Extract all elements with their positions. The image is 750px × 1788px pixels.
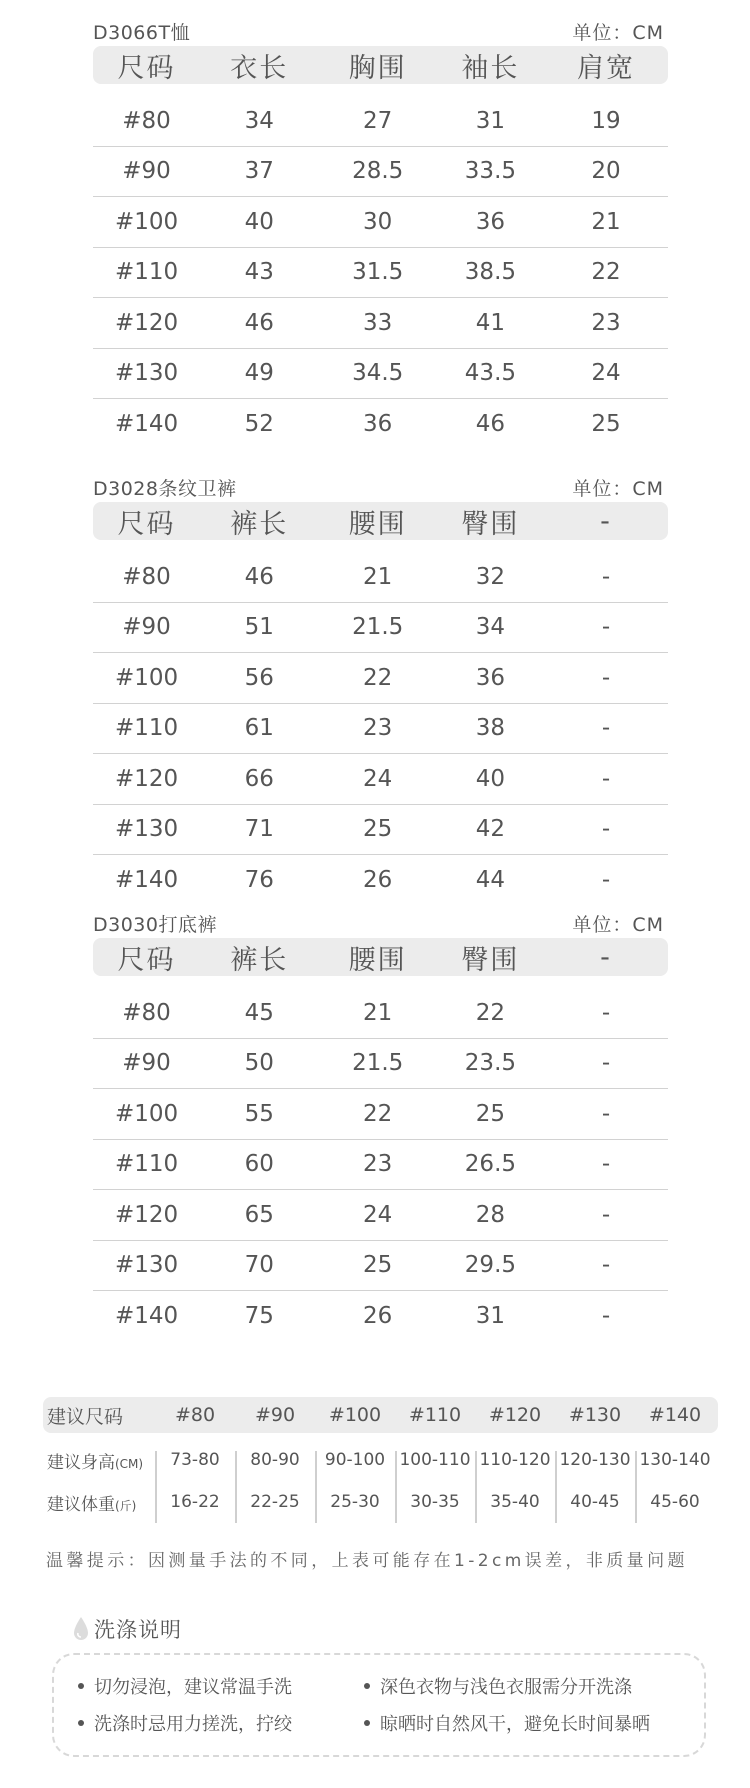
column-header: 腰围	[348, 944, 407, 976]
table-body	[93, 988, 668, 1342]
table-cell: -	[601, 614, 611, 641]
table-cell: -	[601, 1252, 611, 1279]
table-cell: #130	[114, 816, 179, 843]
table-cell: 19	[591, 107, 621, 134]
table-row	[93, 147, 668, 198]
column-headers	[93, 502, 668, 540]
table-cell: #130	[114, 360, 179, 387]
table-cell: 34	[244, 107, 274, 134]
table-cell: 25	[363, 816, 393, 843]
table-cell: 36	[475, 664, 506, 691]
table-cell: 37	[244, 158, 274, 185]
table-title: D3030打底裤	[93, 914, 217, 936]
table-cell: 46	[244, 309, 274, 336]
table-cell: #120	[114, 1201, 179, 1228]
wash-item-text: 切勿浸泡，建议常温手洗	[94, 1677, 292, 1698]
table-cell: 36	[475, 208, 506, 235]
table-row	[93, 603, 668, 654]
column-header: 尺码	[117, 944, 176, 976]
table-cell: 22	[363, 1100, 393, 1127]
measurement-tip: 温馨提示：因测量手法的不同，上表可能存在1-2cm误差，非质量问题	[46, 1551, 688, 1571]
table-cell: #100	[114, 664, 179, 691]
table-cell: 76	[244, 867, 274, 894]
table-cell: 42	[475, 816, 506, 843]
table-row	[93, 653, 668, 704]
table-body	[93, 96, 668, 450]
table-cell: 70	[244, 1252, 274, 1279]
table-row	[93, 552, 668, 603]
table-title: D3028条纹卫裤	[93, 478, 237, 500]
suggest-size: #80	[174, 1404, 216, 1426]
table-cell: 22	[591, 259, 621, 286]
table-row	[93, 988, 668, 1039]
table-cell: 34	[475, 614, 506, 641]
weight-cell: 30-35	[410, 1492, 460, 1512]
height-cell: 120-130	[559, 1450, 631, 1470]
table-header-bar	[93, 16, 668, 46]
table-row	[93, 1291, 668, 1342]
table-row	[93, 1140, 668, 1191]
column-divider	[635, 1451, 637, 1523]
height-cell: 130-140	[639, 1450, 711, 1470]
table-cell: #100	[114, 1100, 179, 1127]
column-header: -	[600, 505, 612, 537]
wash-item	[78, 1673, 292, 1699]
table-cell: -	[601, 1050, 611, 1077]
weight-cell: 22-25	[250, 1492, 300, 1512]
table-cell: 20	[591, 158, 621, 185]
table-cell: 52	[244, 411, 274, 438]
table-cell: 21	[363, 999, 393, 1026]
table-cell: 25	[363, 1252, 393, 1279]
table-cell: 44	[475, 867, 506, 894]
column-headers	[93, 938, 668, 976]
table-row	[93, 1241, 668, 1292]
table-cell: #90	[122, 614, 171, 641]
suggest-header	[43, 1397, 718, 1433]
table-row	[93, 704, 668, 755]
table-cell: -	[601, 715, 611, 742]
column-divider	[475, 1451, 477, 1523]
table-cell: #140	[114, 1303, 179, 1330]
column-header: 肩宽	[576, 52, 635, 84]
table-row	[93, 197, 668, 248]
column-header: 胸围	[348, 52, 407, 84]
table-cell: 31	[475, 107, 506, 134]
wash-item	[78, 1710, 292, 1736]
suggest-size: #140	[648, 1404, 702, 1426]
table-title: D3066T恤	[93, 22, 191, 44]
table-cell: -	[601, 1151, 611, 1178]
table-cell: 21	[363, 563, 393, 590]
weight-cell: 40-45	[570, 1492, 620, 1512]
table-cell: 71	[244, 816, 274, 843]
table-cell: 38	[475, 715, 506, 742]
table-row	[93, 96, 668, 147]
column-header: 尺码	[117, 508, 176, 540]
table-cell: #80	[122, 107, 171, 134]
column-header: 裤长	[230, 508, 289, 540]
table-cell: -	[601, 664, 611, 691]
table-cell: -	[601, 1303, 611, 1330]
suggest-size: #130	[568, 1404, 622, 1426]
height-cell: 90-100	[324, 1450, 386, 1470]
table-cell: #110	[114, 715, 179, 742]
table-cell: 50	[244, 1050, 274, 1077]
wash-title-text: 洗涤说明	[94, 1618, 182, 1642]
table-cell: #90	[122, 1050, 171, 1077]
table-cell: 27	[363, 107, 393, 134]
column-divider	[155, 1451, 157, 1523]
bullet-icon	[78, 1720, 84, 1726]
table-cell: 40	[244, 208, 274, 235]
table-row	[93, 805, 668, 856]
column-header: 臀围	[461, 944, 520, 976]
table-cell: -	[601, 999, 611, 1026]
column-header: 裤长	[230, 944, 289, 976]
table-cell: -	[601, 1100, 611, 1127]
column-divider	[395, 1451, 397, 1523]
table-cell: 55	[244, 1100, 274, 1127]
unit-label: 单位：CM	[572, 22, 664, 44]
size-table-leggings	[93, 908, 668, 1342]
table-header-bar	[93, 908, 668, 938]
table-cell: 49	[244, 360, 274, 387]
table-cell: #140	[114, 867, 179, 894]
table-cell: 24	[591, 360, 621, 387]
column-header: 臀围	[461, 508, 520, 540]
table-cell: #140	[114, 411, 179, 438]
table-cell: #80	[122, 999, 171, 1026]
table-cell: 26.5	[464, 1151, 517, 1178]
table-header-bar	[93, 472, 668, 502]
height-cell: 80-90	[250, 1450, 300, 1470]
table-cell: 28	[475, 1201, 506, 1228]
weight-cell: 45-60	[650, 1492, 700, 1512]
table-cell: 22	[475, 999, 506, 1026]
height-cell: 100-110	[399, 1450, 471, 1470]
table-cell: 41	[475, 309, 506, 336]
table-cell: 45	[244, 999, 274, 1026]
suggest-body	[43, 1439, 718, 1523]
table-cell: -	[601, 1201, 611, 1228]
suggested-size-table	[43, 1397, 718, 1523]
table-cell: 23.5	[464, 1050, 517, 1077]
height-cell: 110-120	[479, 1450, 551, 1470]
table-cell: #130	[114, 1252, 179, 1279]
table-row	[93, 349, 668, 400]
bullet-icon	[364, 1720, 370, 1726]
unit-label: 单位：CM	[572, 478, 664, 500]
size-table-striped-pants	[93, 472, 668, 906]
table-row	[93, 248, 668, 299]
table-cell: 21.5	[352, 614, 404, 641]
table-cell: 40	[475, 765, 506, 792]
table-cell: 26	[363, 867, 393, 894]
table-cell: 56	[244, 664, 274, 691]
weight-unit: (斤)	[115, 1498, 137, 1513]
suggest-size: #90	[254, 1404, 296, 1426]
table-cell: #120	[114, 765, 179, 792]
suggest-size: #100	[328, 1404, 382, 1426]
table-cell: #80	[122, 563, 171, 590]
column-divider	[555, 1451, 557, 1523]
unit-label: 单位：CM	[572, 914, 664, 936]
column-divider	[315, 1451, 317, 1523]
table-cell: #110	[114, 259, 179, 286]
table-row	[93, 1039, 668, 1090]
suggest-height-row	[43, 1439, 718, 1481]
table-cell: 46	[244, 563, 274, 590]
suggest-size: #110	[408, 1404, 462, 1426]
wash-item-text: 洗涤时忌用力搓洗，拧绞	[94, 1714, 292, 1735]
suggest-size: #120	[488, 1404, 542, 1426]
table-row	[93, 754, 668, 805]
table-cell: #100	[114, 208, 179, 235]
weight-cell: 16-22	[170, 1492, 220, 1512]
weight-cell: 25-30	[330, 1492, 380, 1512]
table-row	[93, 298, 668, 349]
table-cell: 22	[363, 664, 393, 691]
column-headers	[93, 46, 668, 84]
column-header: 腰围	[348, 508, 407, 540]
column-header: -	[600, 941, 612, 973]
suggest-weight-row	[43, 1481, 718, 1523]
table-cell: 26	[363, 1303, 393, 1330]
table-cell: 33.5	[464, 158, 517, 185]
table-cell: 31.5	[352, 259, 404, 286]
table-cell: -	[601, 867, 611, 894]
table-cell: 24	[363, 1201, 393, 1228]
table-cell: 29.5	[464, 1252, 517, 1279]
water-drop-icon	[72, 1616, 90, 1642]
table-cell: 23	[363, 1151, 393, 1178]
bullet-icon	[364, 1683, 370, 1689]
table-cell: 60	[244, 1151, 274, 1178]
table-cell: 28.5	[352, 158, 404, 185]
weight-cell: 35-40	[490, 1492, 540, 1512]
table-cell: -	[601, 563, 611, 590]
table-cell: #120	[114, 309, 179, 336]
table-cell: 21.5	[352, 1050, 404, 1077]
table-cell: 31	[475, 1303, 506, 1330]
table-cell: 38.5	[464, 259, 517, 286]
wash-item	[364, 1673, 632, 1699]
table-cell: 33	[363, 309, 393, 336]
weight-label-text: 建议体重	[47, 1494, 115, 1515]
table-cell: -	[601, 816, 611, 843]
wash-section-title	[72, 1614, 182, 1644]
table-cell: 23	[591, 309, 621, 336]
table-cell: 21	[591, 208, 621, 235]
table-cell: 23	[363, 715, 393, 742]
table-row	[93, 1190, 668, 1241]
table-cell: 30	[363, 208, 393, 235]
height-cell: 73-80	[170, 1450, 220, 1470]
column-divider	[235, 1451, 237, 1523]
height-label-text: 建议身高	[47, 1452, 115, 1473]
suggest-header-label: 建议尺码	[47, 1405, 124, 1428]
table-row	[93, 399, 668, 450]
table-cell: 75	[244, 1303, 274, 1330]
table-cell: 43.5	[464, 360, 517, 387]
table-cell: 32	[475, 563, 506, 590]
bullet-icon	[78, 1683, 84, 1689]
table-cell: 61	[244, 715, 274, 742]
height-label	[43, 1448, 155, 1473]
column-header: 袖长	[461, 52, 520, 84]
table-cell: 65	[244, 1201, 274, 1228]
table-body	[93, 552, 668, 906]
table-cell: 51	[244, 614, 274, 641]
table-cell: #90	[122, 158, 171, 185]
column-header: 衣长	[230, 52, 289, 84]
table-cell: 25	[475, 1100, 506, 1127]
column-header: 尺码	[117, 52, 176, 84]
table-cell: 43	[244, 259, 274, 286]
wash-item-text: 深色衣物与浅色衣服需分开洗涤	[380, 1677, 632, 1698]
table-cell: 34.5	[352, 360, 404, 387]
table-cell: 25	[591, 411, 621, 438]
table-cell: -	[601, 765, 611, 792]
table-cell: 24	[363, 765, 393, 792]
table-row	[93, 855, 668, 906]
size-table-tshirt	[93, 16, 668, 450]
wash-item	[364, 1710, 650, 1736]
table-cell: 66	[244, 765, 274, 792]
wash-item-text: 晾晒时自然风干，避免长时间暴晒	[380, 1714, 650, 1735]
weight-label	[43, 1490, 155, 1515]
table-cell: 46	[475, 411, 506, 438]
table-cell: #110	[114, 1151, 179, 1178]
table-cell: 36	[363, 411, 393, 438]
table-row	[93, 1089, 668, 1140]
height-unit: (CM)	[115, 1456, 144, 1471]
wash-instructions-box	[52, 1653, 706, 1757]
